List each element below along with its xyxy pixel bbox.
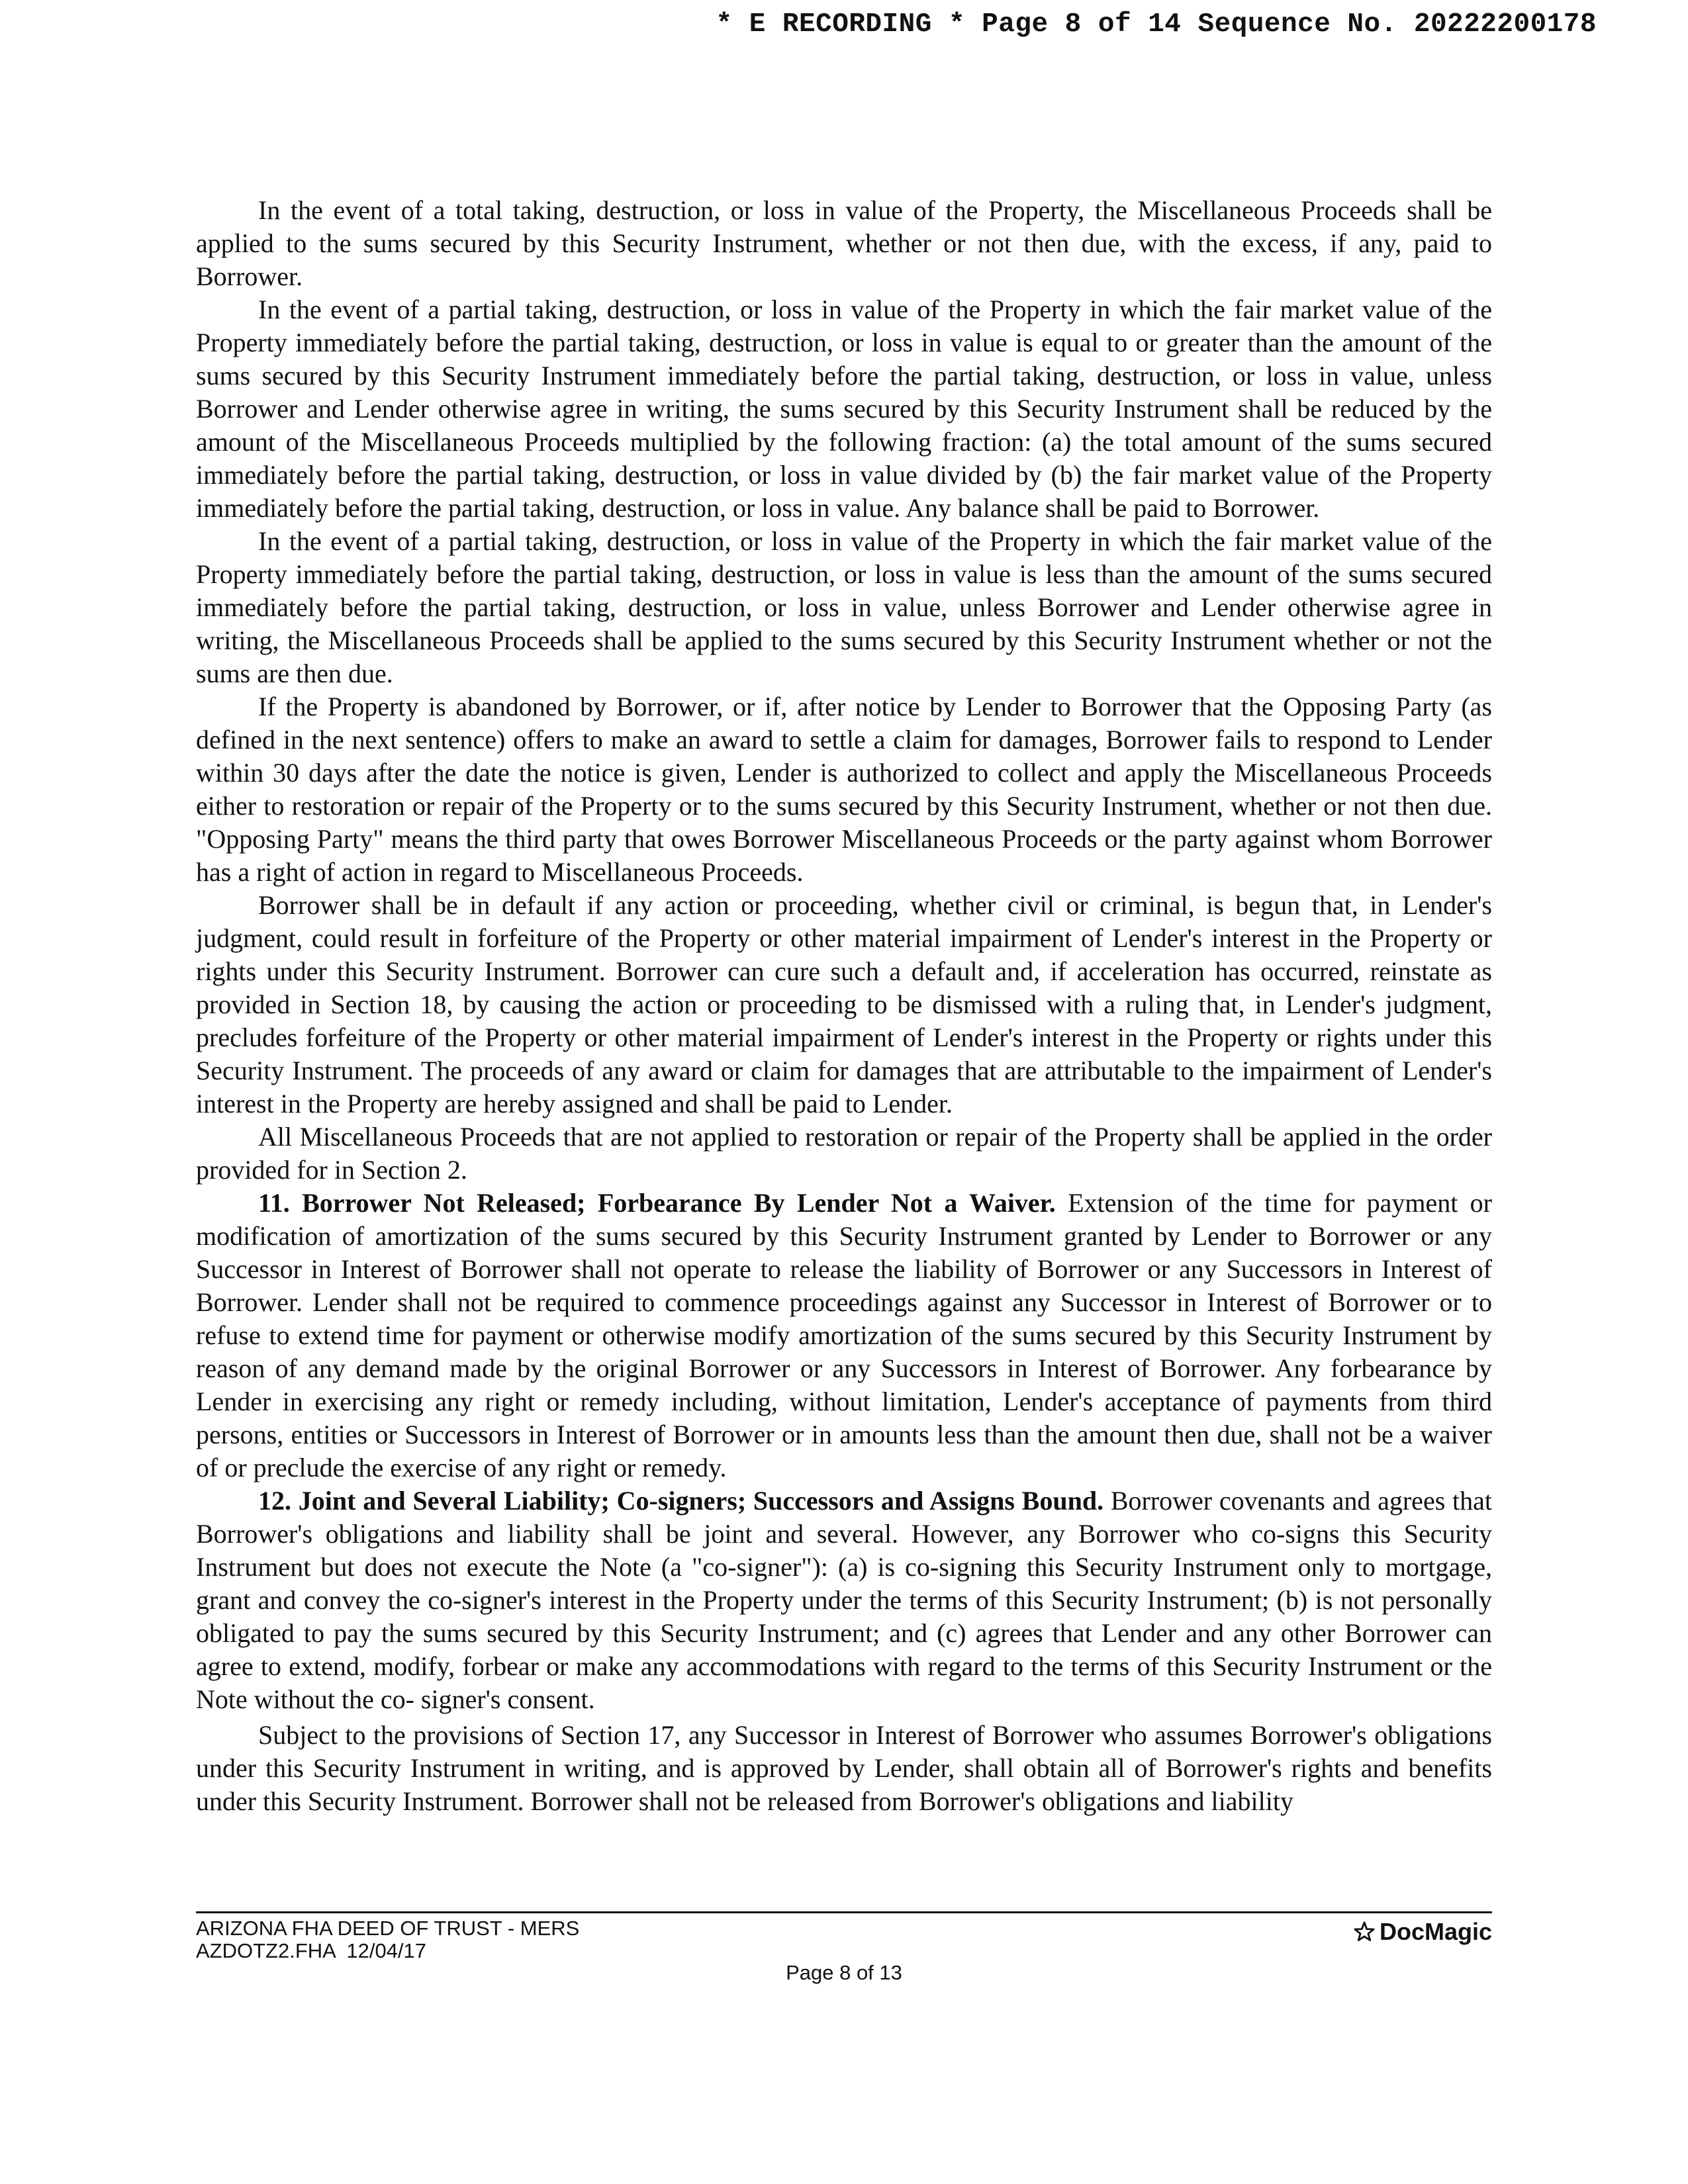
section-11-body: Extension of the time for payment or modification of amortization of the sums secured by this Security Instrument granted by Lender to Borrower or any Successor in Interest of Borrower shall not operate to release the liability of Borrower or any Successors in Interest of Borrower. Lender shall not be required to commence proceedings against any Successor in Interest of Borrower or to refuse to extend time for payment or otherwise modify amortization of the sums secured by this Security Instrument by reason of any demand made by the original Borrower or any Successors in Interest of Borrower. Any forbearance by Lender in exercising any right or remedy including, without limitation, Lender's acceptance of payments from third persons, entities or Successors in Interest of Borrower or in amounts less than the amount then due, shall not be a waiver of or preclude the exercise of any right or remedy.: [196, 1188, 1492, 1482]
footer-form-title: ARIZONA FHA DEED OF TRUST - MERS: [196, 1917, 580, 1940]
footer-page-number: Page 8 of 13: [786, 1961, 902, 1984]
footer-form-info: [196, 1917, 579, 1962]
paragraph-abandoned-property: If the Property is abandoned by Borrower, or if, after notice by Lender to Borrower that the Opposing Party (as defined in the next sentence) offers to make an award to settle a claim for damages, Borrower fails to respond to Lender within 30 days after the date the notice is given, Lender is authorized to collect and apply the Miscellaneous Proceeds either to restoration or repair of the Property or to the sums secured by this Security Instrument, whether or not then due. "Opposing Party" means the third party that owes Borrower Miscellaneous Proceeds or the party against whom Borrower has a right of action in regard to Miscellaneous Proceeds.: [196, 692, 1492, 887]
section-12-body: Borrower covenants and agrees that Borrower's obligations and liability shall be joint and several. However, any Borrower who co-signs this Security Instrument but does not execute the Note (a "co-signer"): (a) is co-signing this Security Instrument only to mortgage, grant and convey the co-signer's interest in the Property under the terms of this Security Instrument; (b) is not personally obligated to pay the sums secured by this Security Instrument; and (c) agrees that Lender and any other Borrower can agree to extend, modify, forbear or make any accommodations with regard to the terms of this Security Instrument or the Note without the co- signer's consent.: [196, 1486, 1493, 1714]
star-outline-icon: [1353, 1921, 1376, 1943]
recording-header: * E RECORDING * Page 8 of 14 Sequence No. 20222200178: [716, 9, 1597, 40]
paragraph-partial-taking-greater: In the event of a partial taking, destruction, or loss in value of the Property in which the fair market value of the Property immediately before the partial taking, destruction, or loss in value is equal to or greater than the amount of the sums secured by this Security Instrument immediately before the partial taking, destruction, or loss in value, unless Borrower and Lender otherwise agree in writing, the sums secured by this Security Instrument shall be reduced by the amount of the Miscellaneous Proceeds multiplied by the following fraction: (a) the total amount of the sums secured immediately before the partial taking, destruction, or loss in value divided by (b) the fair market value of the Property immediately before the partial taking, destruction, or loss in value. Any balance shall be paid to Borrower.: [196, 295, 1492, 523]
docmagic-brand-name: DocMagic: [1379, 1918, 1492, 1945]
paragraph-misc-proceeds-order: All Miscellaneous Proceeds that are not applied to restoration or repair of the Property shall be applied in the order provided for in Section 2.: [196, 1122, 1492, 1185]
section-12: [196, 1484, 1492, 1716]
paragraph-borrower-default: Borrower shall be in default if any action or proceeding, whether civil or criminal, is begun that, in Lender's judgment, could result in forfeiture of the Property or other material impairment of Lender's interest in the Property or rights under this Security Instrument. Borrower can cure such a default and, if acceleration has occurred, reinstate as provided in Section 18, by causing the action or proceeding to be dismissed with a ruling that, in Lender's judgment, precludes forfeiture of the Property or other material impairment of Lender's interest in the Property or rights under this Security Instrument. The proceeds of any award or claim for damages that are attributable to the impairment of Lender's interest in the Property are hereby assigned and shall be paid to Lender.: [196, 890, 1492, 1118]
paragraph-successor-in-interest: Subject to the provisions of Section 17, any Successor in Interest of Borrower who assumes Borrower's obligations under this Security Instrument in writing, and is approved by Lender, shall obtain all of Borrower's rights and benefits under this Security Instrument. Borrower shall not be released from Borrower's obligations and liability: [196, 1720, 1492, 1816]
document-body: [196, 194, 1492, 1818]
section-12-heading: 12. Joint and Several Liability; Co-signers; Successors and Assigns Bound.: [258, 1486, 1104, 1516]
paragraph-total-taking: In the event of a total taking, destruction, or loss in value of the Property, the Miscellaneous Proceeds shall be applied to the sums secured by this Security Instrument, whether or not then due, with the excess, if any, paid to Borrower.: [196, 195, 1492, 291]
footer-form-code: AZDOTZ2.FHA 12/04/17: [196, 1939, 427, 1962]
section-11: [196, 1187, 1492, 1484]
section-11-heading: 11. Borrower Not Released; Forbearance By Lender Not a Waiver.: [258, 1188, 1056, 1218]
footer-divider: [196, 1911, 1492, 1913]
paragraph-partial-taking-less: In the event of a partial taking, destruction, or loss in value of the Property in which the fair market value of the Property immediately before the partial taking, destruction, or loss in value is less than the amount of the sums secured immediately before the partial taking, destruction, or loss in value, unless Borrower and Lender otherwise agree in writing, the Miscellaneous Proceeds shall be applied to the sums secured by this Security Instrument whether or not the sums are then due.: [196, 526, 1492, 688]
docmagic-logo: [1353, 1918, 1492, 1946]
